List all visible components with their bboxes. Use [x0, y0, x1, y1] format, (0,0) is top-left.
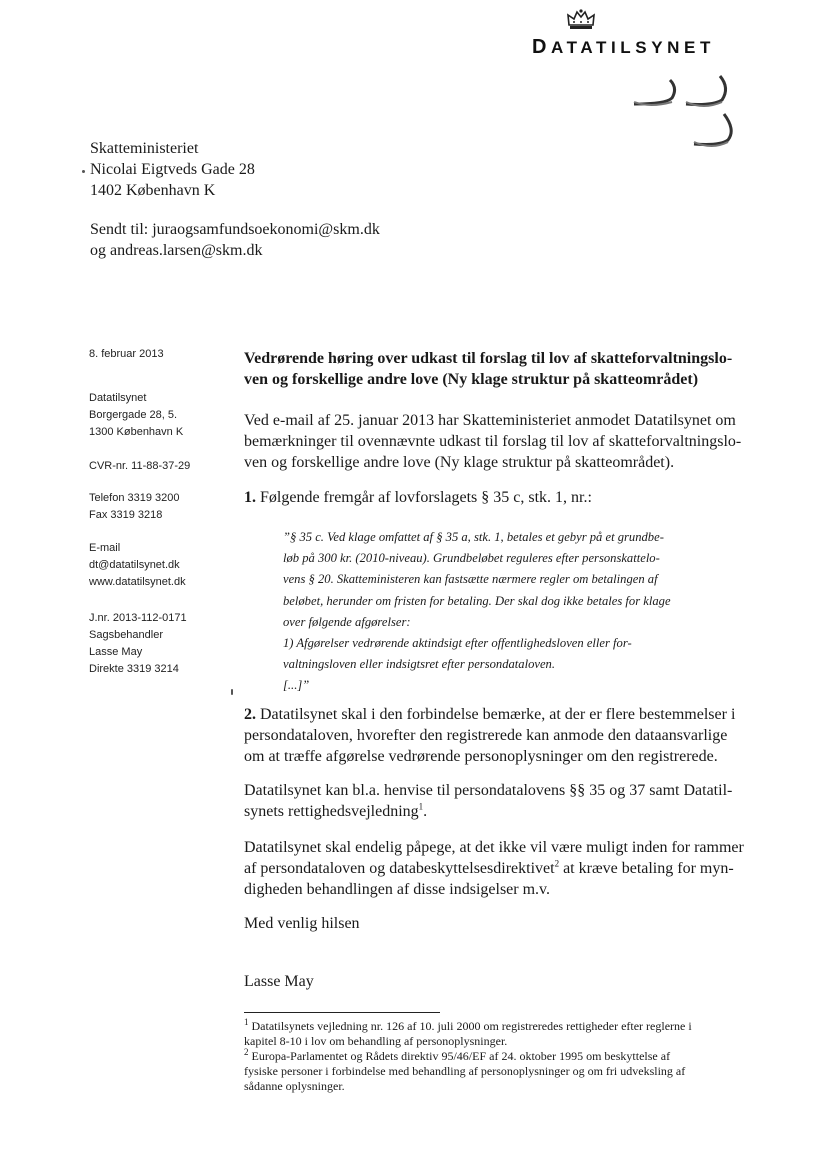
contact-phone-block: [89, 490, 180, 524]
phone-number: Telefon 3319 3200: [89, 492, 180, 504]
sender-org: Datatilsynet: [89, 392, 147, 404]
text-line: digheden behandlingen af disse indsigelser m.v.: [244, 881, 550, 898]
text-line: Datatilsynet kan bl.a. henvise til persondatalovens §§ 35 og 37 samt Datatil-: [244, 782, 733, 799]
text-line: persondataloven, hvorefter den registrerede kan anmode den dataansvarlige: [244, 727, 728, 744]
handwritten-marks: [620, 74, 740, 154]
subject-line: ven og forskellige andre love (Ny klage struktur på skatteområdet): [244, 371, 699, 388]
intro-paragraph: [244, 410, 759, 473]
quote-line: beløbet, herunder om fristen for betaling. Der skal dog ikke betales for klage: [283, 593, 671, 608]
text-line: Datatilsynet skal i den forbindelse bemærke, at der er flere bestemmelser i: [256, 706, 736, 723]
reference-paragraph: [244, 780, 759, 822]
footnote-number: 2: [244, 1047, 249, 1057]
recipient-line: Nicolai Eigtveds Gade 28: [90, 161, 255, 178]
law-quote: [283, 527, 729, 697]
contact-online-block: [89, 540, 186, 591]
point-number: 1.: [244, 489, 256, 506]
sender-city: 1300 København K: [89, 426, 184, 438]
footnote-number: 1: [244, 1017, 249, 1027]
recipient-line: Skatteministeriet: [90, 140, 199, 157]
letter-date: 8. februar 2013: [89, 348, 164, 360]
wordmark-initial: D: [532, 36, 552, 58]
footnote-text: kapitel 8-10 i lov om behandling af personoplysninger.: [244, 1034, 508, 1048]
footnote-divider: [244, 1012, 440, 1013]
sender-street: Borgergade 28, 5.: [89, 409, 178, 421]
text-line: at kræve betaling for myn-: [559, 860, 734, 877]
footnote-ref[interactable]: 2: [554, 858, 560, 869]
quote-line: ”§ 35 c. Ved klage omfattet af § 35 a, stk. 1, betales et gebyr på et grundbe-: [283, 530, 664, 544]
text-line: bemærkninger til ovennævnte udkast til forslag til lov af skatteforvaltningslo-: [244, 433, 742, 450]
crown-logo-icon: [566, 8, 596, 32]
cvr-number: CVR-nr. 11-88-37-29: [89, 460, 191, 472]
quote-line: [...]”: [283, 678, 310, 693]
email-link[interactable]: dt@datatilsynet.dk: [89, 559, 180, 571]
text-line: om at træffe afgørelse vedrørende personoplysninger om den registrerede.: [244, 748, 718, 765]
footnote-text: sådanne oplysninger.: [244, 1079, 345, 1093]
text-line: Ved e-mail af 25. januar 2013 har Skatteministeriet anmodet Datatilsynet om: [244, 412, 736, 429]
quote-line: over følgende afgørelser:: [283, 614, 411, 629]
wordmark-rest: ATATILSYNET: [551, 38, 715, 57]
quote-line: vens § 20. Skatteministeren kan fastsætte nærmere regler om betalingen af: [283, 572, 658, 587]
quote-line: valtningsloven eller indsigtsret efter persondataloven.: [283, 657, 556, 672]
sender-address: [89, 390, 183, 441]
direct-phone: Direkte 3319 3214: [89, 663, 179, 675]
recipient-line: 1402 København K: [90, 182, 216, 199]
organization-wordmark: [532, 36, 754, 59]
sent-to-block: [90, 219, 380, 261]
fax-number: Fax 3319 3218: [89, 509, 163, 521]
journal-number: J.nr. 2013-112-0171: [89, 612, 187, 624]
text-line: af persondataloven og databeskyttelsesdirektivet: [244, 860, 555, 877]
sent-to-line: Sendt til: juraogsamfundsoekonomi@skm.dk: [90, 221, 380, 238]
footnote-text: fysiske personer i forbindelse med behandling af personoplysninger og om fri udveksling af: [244, 1064, 686, 1078]
point-2-paragraph: [244, 704, 759, 767]
website-link[interactable]: www.datatilsynet.dk: [89, 576, 186, 588]
conclusion-paragraph: [244, 837, 759, 900]
quote-line: 1) Afgørelser vedrørende aktindsigt efter offentlighedsloven eller for-: [283, 636, 632, 651]
footnote-ref[interactable]: 1: [418, 801, 424, 812]
email-label: E-mail: [89, 542, 121, 554]
quote-line: løb på 300 kr. (2010-niveau). Grundbeløbet reguleres efter personskattelo-: [283, 551, 660, 566]
signature-name: Lasse May: [244, 973, 314, 990]
footnotes: [244, 1019, 759, 1094]
sent-to-line: og andreas.larsen@skm.dk: [90, 242, 263, 259]
footnote-text: Europa-Parlamentet og Rådets direktiv 95/46/EF af 24. oktober 1995 om beskyttelse af: [248, 1049, 671, 1063]
letter-subject: [244, 348, 759, 390]
text-line: Datatilsynet skal endelig påpege, at det ikke vil være muligt inden for rammer: [244, 839, 744, 856]
point-1-paragraph: [244, 487, 759, 508]
recipient-address: [90, 138, 255, 201]
point-number: 2.: [244, 706, 256, 723]
text-line: ven og forskellige andre love (Ny klage struktur på skatteområdet).: [244, 454, 675, 471]
handler-name: Lasse May: [89, 646, 143, 658]
closing-greeting: Med venlig hilsen: [244, 915, 360, 932]
subject-line: Vedrørende høring over udkast til forslag til lov af skatteforvaltningslo-: [244, 350, 733, 367]
text-line: Følgende fremgår af lovforslagets § 35 c, stk. 1, nr.:: [256, 489, 592, 506]
text-line: .: [423, 803, 428, 820]
text-line: synets rettighedsvejledning: [244, 803, 419, 820]
handler-label: Sagsbehandler: [89, 629, 164, 641]
footnote-text: Datatilsynets vejledning nr. 126 af 10. juli 2000 om registreredes rettigheder efter reglerne i: [248, 1019, 692, 1033]
case-info-block: [89, 610, 187, 678]
